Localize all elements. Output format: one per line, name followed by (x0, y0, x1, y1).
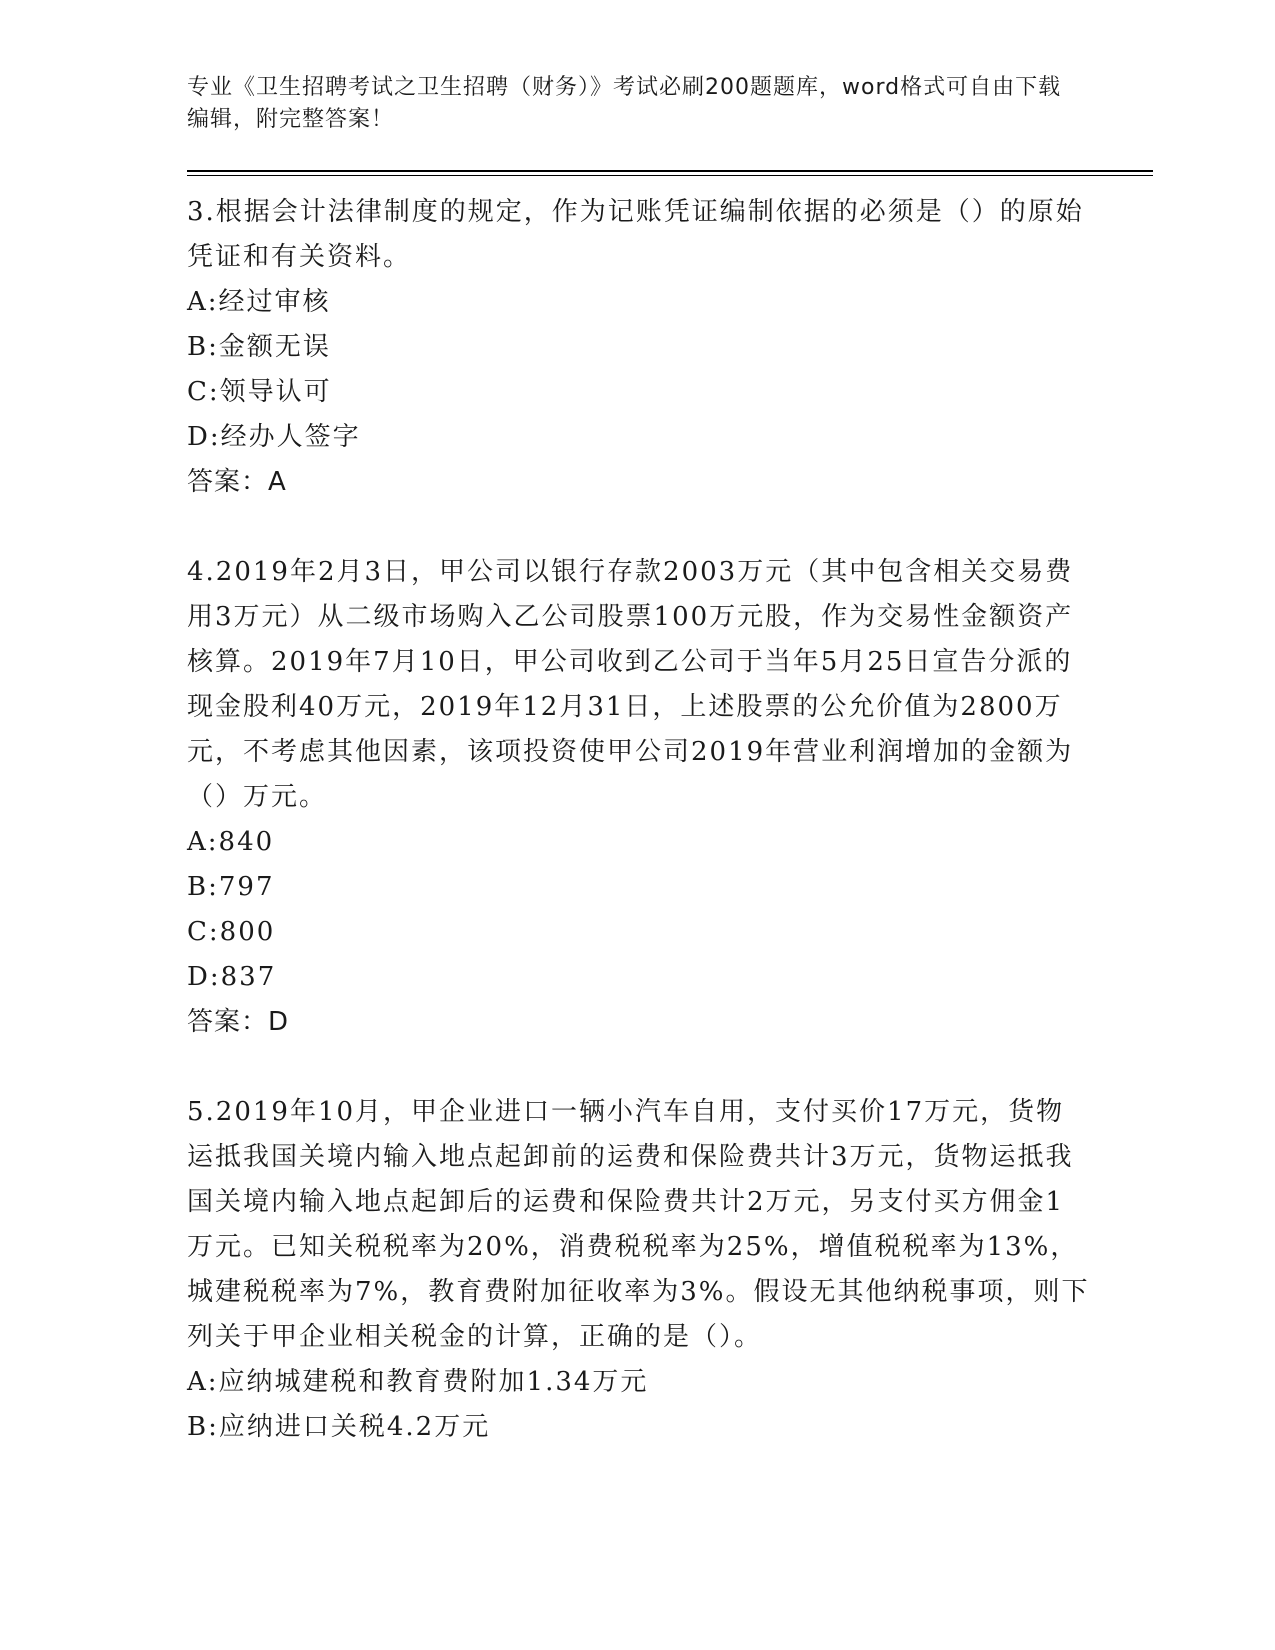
question-stem: 5.2019年10月，甲企业进口一辆小汽车自用，支付买价17万元，货物运抵我国关境内输入地点起卸前的运费和保险费共计3万元，货物运抵我国关境内输入地点起卸后的运费和保险费共计2万元，另支付买方佣金1万元。已知关税税率为20%，消费税税率为25%，增值税税率为13%，城建税税率为7%，教育费附加征收率为3%。假设无其他纳税事项，则下列关于甲企业相关税金的计算，正确的是（）。 (187, 1097, 1090, 1352)
option-b: B:797 (187, 872, 275, 902)
option-a: A:经过审核 (187, 287, 331, 317)
answer-line: 答案：D (187, 1007, 290, 1037)
document-header (187, 72, 1067, 136)
question-block (187, 1090, 1092, 1450)
option-a: A:应纳城建税和教育费附加1.34万元 (187, 1367, 649, 1397)
option-c: C:领导认可 (187, 377, 332, 407)
option-a: A:840 (187, 827, 275, 857)
option-c: C:800 (187, 917, 276, 947)
question-list (187, 190, 1092, 1495)
question-stem: 3.根据会计法律制度的规定，作为记账凭证编制依据的必须是（）的原始凭证和有关资料。 (187, 197, 1084, 272)
answer-line: 答案：A (187, 467, 287, 497)
option-d: D:经办人签字 (187, 422, 361, 452)
header-rule-bottom (187, 175, 1153, 176)
option-b: B:应纳进口关税4.2万元 (187, 1412, 491, 1442)
option-d: D:837 (187, 962, 277, 992)
question-stem: 4.2019年2月3日，甲公司以银行存款2003万元（其中包含相关交易费用3万元）从二级市场购入乙公司股票100万元股，作为交易性金额资产核算。2019年7月10日，甲公司收到乙公司于当年5月25日宣告分派的现金股利40万元，2019年12月31日，上述股票的公允价值为2800万元，不考虑其他因素，该项投资使甲公司2019年营业利润增加的金额为（）万元。 (187, 557, 1074, 812)
question-block (187, 550, 1092, 1045)
option-b: B:金额无误 (187, 332, 331, 362)
header-title: 专业《卫生招聘考试之卫生招聘（财务）》考试必刷200题题库，word格式可自由下载编辑，附完整答案！ (187, 75, 1062, 132)
header-rule-top (187, 170, 1153, 172)
question-block (187, 190, 1092, 505)
